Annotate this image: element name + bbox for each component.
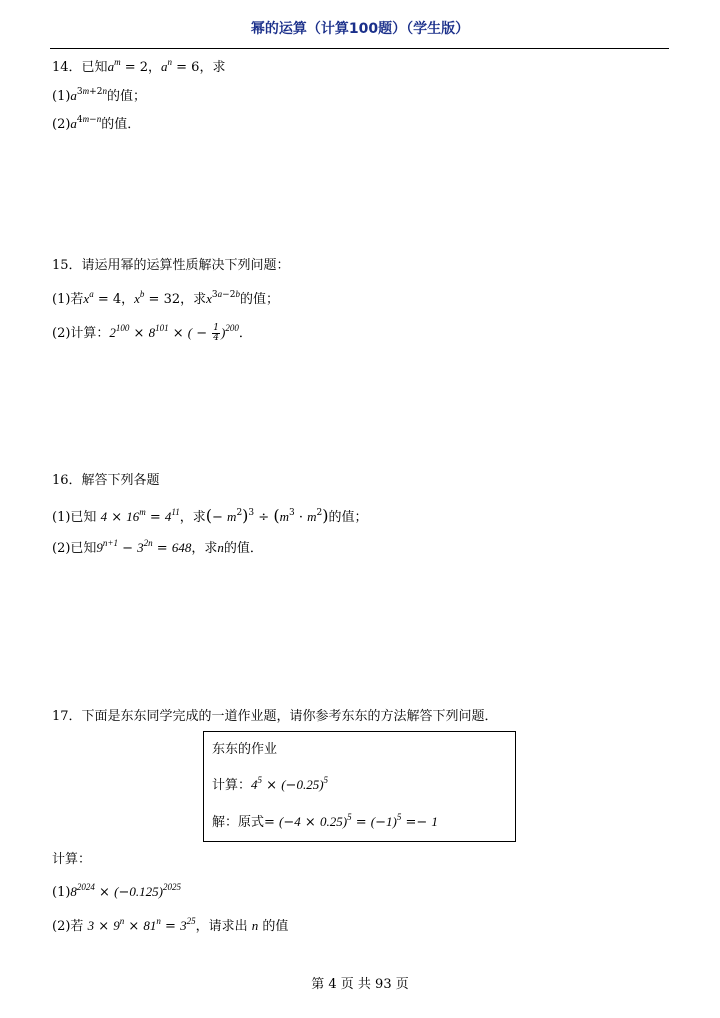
homework-calc: 计算：$4^5 \times (-0.25)^5$ (212, 775, 329, 793)
question-number: 16． (52, 473, 82, 488)
homework-title: 东东的作业 (212, 742, 278, 757)
fraction: $\frac{1}{4}$ (213, 323, 220, 343)
math-condition: $x^a = 4$，$x^b = 32$ (83, 289, 181, 307)
calc-heading: 计算： (52, 852, 92, 867)
question-17-stem: 17．下面是东东同学完成的一道作业题，请你参考东东的方法解答下列问题． (52, 709, 498, 724)
math-expression: $2^{100} \times 8^{101}$ × ( − $\frac{1}{4}$ )$^{200}$ (109, 323, 239, 343)
math-condition: $a^m = 2$，$a^n = 6$ (107, 57, 200, 75)
page-footer: 第 4 页 共 93 页 (311, 977, 409, 992)
math-expression: = $(-4 \times 0.25)^5 = (-1)^5 =- 1$ (264, 812, 438, 830)
question-15-part-1: (1)若$x^a = 4$，$x^b = 32$，求$x^{3a-2b}$的值； (52, 289, 279, 307)
question-16-part-2: (2)已知$9^{n+1} - 3^{2n} = 648$，求n的值． (52, 538, 263, 556)
question-14-part-2: $(2)a^{4m-n}$的值． (52, 114, 141, 132)
question-14-stem: 14．已知$a^m = 2$，$a^n = 6$，求 (52, 57, 226, 75)
math-variable: n (217, 540, 224, 555)
question-15-stem: 15．请运用幂的运算性质解决下列问题： (52, 258, 290, 273)
question-14-part-1: $(1)a^{3m+2n}$的值； (52, 86, 146, 104)
header-divider (50, 48, 669, 49)
question-17-part-1: $(1)8^{2024} \times (-0.125)^{2025}$ (52, 882, 181, 900)
math-variable: n (251, 918, 259, 933)
question-16-stem: 16．解答下列各题 (52, 473, 160, 488)
homework-box (203, 731, 516, 842)
question-number: 15． (52, 258, 82, 273)
question-17-part-2: (2)若 $3 \times 9^n \times 81^n = 3^{25}$，请求出 n 的值 (52, 916, 289, 934)
math-expression: $a^{4m-n}$ (70, 114, 102, 131)
question-15-part-2: (2)计算：$2^{100} \times 8^{101}$ × ( − $\frac{1}{4}$ )$^{200}$． (52, 323, 252, 343)
question-number: 17． (52, 709, 82, 724)
math-expression: $a^{3m+2n}$ (70, 86, 107, 103)
math-expression: (− $m^2)^3 \div (m^3 \cdot m^2)$ (205, 506, 329, 525)
math-expression: $4^5 \times (-0.25)^5$ (251, 775, 329, 793)
math-expression: $x^{3a-2b}$ (206, 289, 240, 306)
homework-solution: 解：原式= $(-4 \times 0.25)^5 = (-1)^5 =- 1$ (212, 812, 438, 830)
math-condition: $9^{n+1} - 3^{2n} = 648$ (96, 538, 192, 556)
math-condition: $4 \times 16^m = 4^{11}$ (100, 507, 180, 525)
question-number: 14． (52, 60, 82, 75)
question-16-part-1: (1)已知 $4 \times 16^m = 4^{11}$，求(− $m^2)^3 \div (m^3 \cdot m^2)$的值； (52, 506, 368, 525)
document-title: 幂的运算（计算100题）（学生版） (250, 21, 470, 37)
math-expression: $8^{2024} \times (-0.125)^{2025}$ (70, 882, 181, 900)
math-condition: $3 \times 9^n \times 81^n = 3^{25}$ (87, 916, 196, 934)
